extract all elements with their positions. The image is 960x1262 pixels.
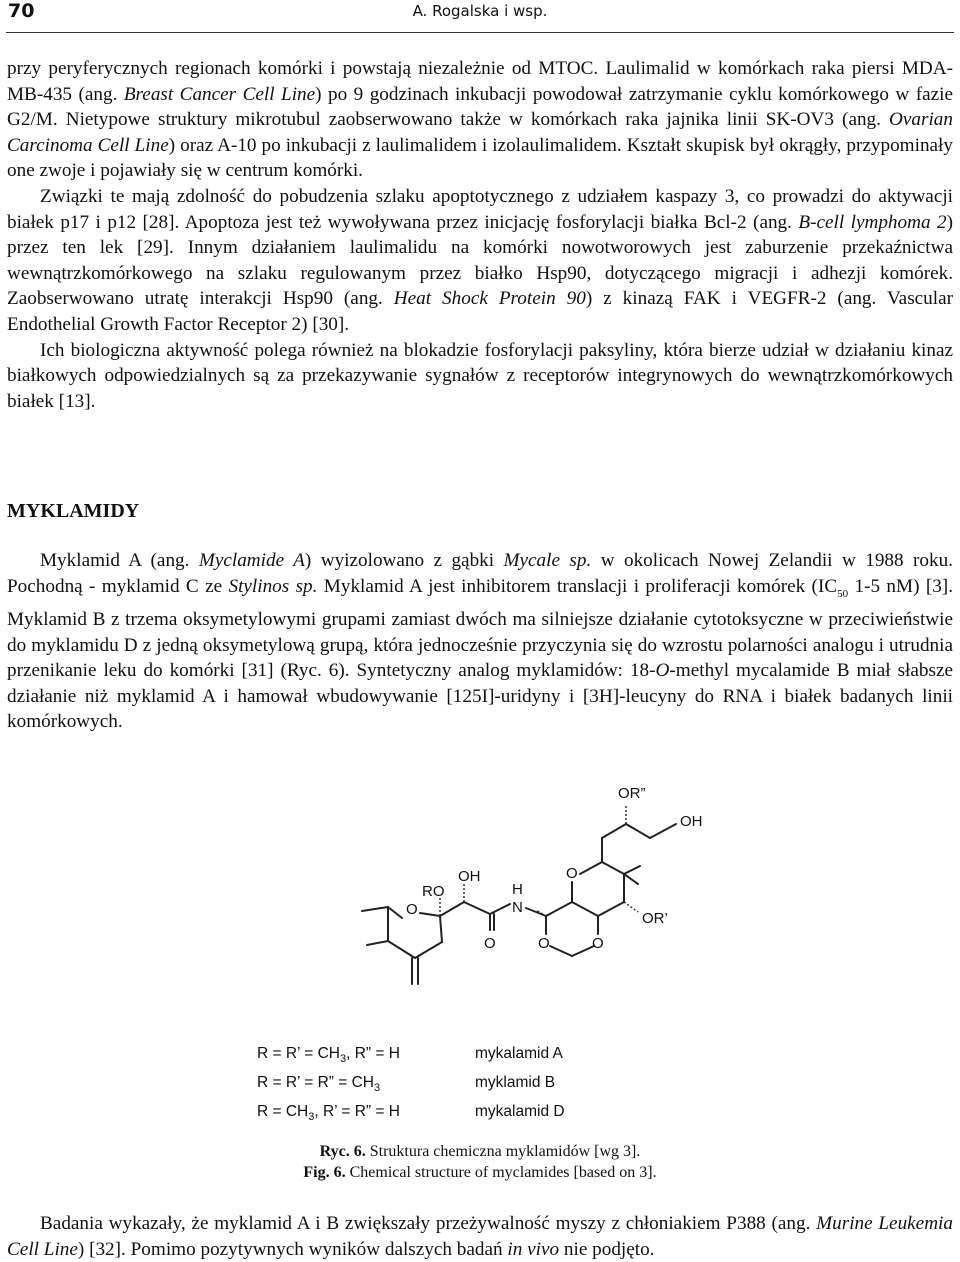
body-text-bottom (7, 1211, 953, 1262)
label-o-amide: O (484, 935, 496, 952)
legend-row: R = R’ = $CH_3$, R” = H mykalamid A (257, 1045, 563, 1066)
paragraph-5: Badania wykazały, że myklamid A i B zwiększały przeżywalność myszy z chłoniakiem P388 (ang. Murine Leukemia Cell Line) [32]. Pomimo pozytywnych wyników dalszych badań in vivo nie podjęto. (7, 1213, 953, 1260)
label-h: H (512, 881, 523, 898)
figure-legend (257, 1042, 565, 1129)
label-o-acetal-left: O (538, 935, 550, 952)
paragraph-4: Myklamid A (ang. Myclamide A) wyizolowano z gąbki Mycale sp. w okolicach Nowej Zelandii w 1988 roku. Pochodną - myklamid C ze Stylinos sp. Myklamid A jest inhibitorem translacji i proliferacji komórek ($IC_{50}$ 1-5 nM) [3]. Myklamid B z trzema oksymetylowymi grupami zamiast dwóch ma silniejsze działanie cytotoksyczne w przeciwieństwie do myklamidu D z jedną oksymetylową grupą, która jednocześnie przyczynia się do wzrostu polarności analogu i utrudnia przenikanie leku do komórki [31] (Ryc. 6). Syntetyczny analog myklamidów: 18-O-methyl mycalamide B miał słabsze działanie niż myklamid A i hamował wbudowywanie [125I]-uridyny i [3H]-leucyny do RNA i białek badanych linii komórkowych. (7, 550, 953, 733)
page-number: 70 (8, 0, 35, 22)
caption-polish: Ryc. 6. Struktura chemiczna myklamidów [wg 3]. (319, 1143, 641, 1160)
legend-row: $R = CH_3$, R’ = R” = H mykalamid D (257, 1103, 565, 1124)
label-n: N (512, 899, 523, 916)
section-body (7, 548, 953, 735)
paragraph-1: przy peryferycznych regionach komórki i powstają niezależnie od MTOC. Laulimalid w komórkach raka piersi MDA-MB-435 (ang. Breast Cancer Cell Line) po 9 godzinach inkubacji powodował zatrzymanie cyklu komórkowego w fazie G2/M. Nietypowe struktury mikrotubul zaobserwowano także w komórkach raka jajnika linii SK-OV3 (ang. Ovarian Carcinoma Cell Line) oraz A-10 po inkubacji z laulimalidem i izolaulimalidem. Kształt skupisk był okrągły, przypominały one zwoje i pojawiały się w centrum komórki. (7, 58, 953, 182)
paragraph-2: Związki te mają zdolność do pobudzenia szlaku apoptotycznego z udziałem kaspazy 3, co prowadzi do aktywacji białek p17 i p12 [28]. Apoptoza jest też wywoływana przez inicjację fosforylacji białka Bcl-2 (ang. B-cell lymphoma 2) przez ten lek [29]. Innym działaniem laulimalidu na komórki nowotworowych jest zaburzenie przekaźnictwa wewnątrzkomórkowego na szlaku regulowanym przez białko Hsp90, dotyczącego migracji i adhezji komórek. Zaobserwowano utratę interakcji Hsp90 (ang. Heat Shock Protein 90) z kinazą FAK i VEGFR-2 (ang. Vascular Endothelial Growth Factor Receptor 2) [30]. (7, 185, 954, 335)
caption-english: Fig. 6. Chemical structure of myclamides [based on 3]. (303, 1164, 657, 1181)
body-text-top (7, 56, 953, 414)
running-head: A. Rogalska i wsp. (412, 2, 548, 20)
label-or1: OR’ (642, 910, 668, 927)
label-ro: RO (422, 883, 445, 900)
figure-captions (0, 1141, 960, 1183)
chemical-structure-figure (340, 778, 720, 990)
label-o-acetal-right: O (592, 935, 604, 952)
label-oh-top: OH (680, 813, 703, 830)
page-header (6, 0, 954, 24)
label-o-ring-right: O (566, 865, 578, 882)
label-oh-mid: OH (458, 868, 481, 885)
header-rule (6, 32, 954, 33)
paragraph-3: Ich biologiczna aktywność polega również na blokadzie fosforylacji paksyliny, która bierze udział w działaniu kinaz białkowych odpowiedzialnych są za przekazywanie sygnałów z receptorów integrynowych do wewnątrzkomórkowych białek [13]. (7, 339, 953, 412)
label-o-left: O (406, 901, 418, 918)
legend-row: R = R’ = R” = $CH_3$ myklamid B (257, 1074, 556, 1095)
label-or2: OR” (618, 785, 646, 802)
section-heading: MYKLAMIDY (7, 500, 140, 522)
